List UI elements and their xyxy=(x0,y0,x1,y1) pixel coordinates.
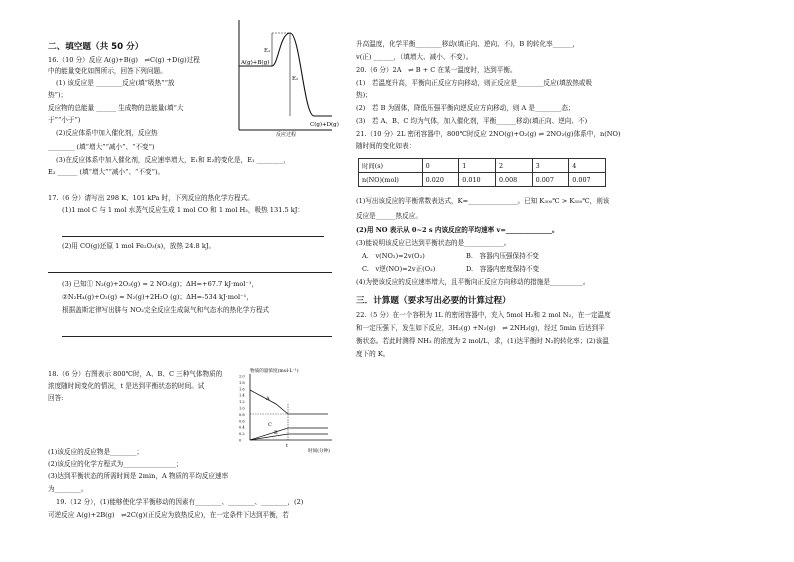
q21-line2: 随时间的变化如表： xyxy=(356,142,416,150)
energy-diagram xyxy=(234,18,339,138)
table-cell: 0.020 xyxy=(422,173,459,187)
y-tick-label: 1.0 xyxy=(239,406,245,411)
table-cell: 0.010 xyxy=(459,173,496,187)
y-tick-label: 1.4 xyxy=(239,393,245,398)
q16-line5: 反应物的总能量 ______ 生成物的总能量(填“大 xyxy=(48,104,184,112)
q16-line1: 16.（10 分）反应 A(g)+B(g) ⇌C(g) +D(g)过程 xyxy=(48,56,200,64)
y-tick-label: 0.4 xyxy=(239,425,245,430)
q20-line5: (3) 若 A、B、C 均为气体，加入催化剂，平衡______移动(填正向、逆向、不) xyxy=(356,117,588,125)
table-cell: 时间(s) xyxy=(359,159,423,173)
label-c: C xyxy=(268,422,272,428)
option-c: C. v逆(NO)=2v正(O₂) xyxy=(362,265,436,273)
q16-line8: ________ (填“增大”“减小”、“不变”) xyxy=(48,143,155,151)
table-cell: 1 xyxy=(459,159,496,173)
energy-x-label: 反应过程 xyxy=(276,132,297,138)
q19-line2: 可逆反应 A(g)+2B(g) ⇌2C(g)(正反应为放热反应)，在一定条件下达到平衡，若 xyxy=(48,511,289,519)
section3-title: 三．计算题（要求写出必要的计算过程） xyxy=(356,296,511,306)
q17-answer-line-2[interactable] xyxy=(48,272,332,273)
conc-y-ticks xyxy=(239,375,245,443)
q20-line2: (1) 若温度升高，平衡向正反应方向移动，则正反应是________反应(填放热或吸 xyxy=(356,79,593,87)
curve-b xyxy=(250,434,328,440)
q18-line7: 为________。 xyxy=(48,485,88,493)
q17-line4: (3) 已知① N₂(g)+2O₂(g) = 2 NO₂(g)；ΔH=+67.7 kJ·mol⁻¹， xyxy=(62,280,259,288)
q20-line3: 热)； xyxy=(356,91,372,99)
e1-label: E₁ xyxy=(264,48,271,54)
q21-line4: 反应是______热反应。 xyxy=(356,212,422,220)
q21-line1: 21.（10 分）2L 密闭容器中，800℃时反应 2NO(g)+O₂(g) ⇌ 2NO₂(g)体系中，n(NO) xyxy=(356,130,621,138)
q17-line1: 17.（6 分）请写出 298 K、101 kPa 时，下列反应的热化学方程式。 xyxy=(48,194,254,202)
q20-line1: 20.（6 分）2A ⇌ B + C 在某一温度时，达到平衡。 xyxy=(356,66,517,74)
q17-line2: (1)1 mol C 与 1 mol 水蒸气反应生成 1 mol CO 和 1 mol H₂，吸热 131.5 kJ： xyxy=(62,206,305,214)
q17-line6: 根据盖斯定律写出肼与 NO₂完全反应生成氮气和气态水的热化学方程式 xyxy=(62,306,270,314)
conc-y-title: 物质的量浓度(mol·L⁻¹) xyxy=(250,369,299,374)
table-cell: 2 xyxy=(495,159,532,173)
y-tick-label: 0 xyxy=(239,438,242,443)
top-line2: v(正) ______，（填增大、减小、不变）。 xyxy=(356,53,473,61)
q18-line1: 18.（6 分）右图表示 800℃时，A、B、C 三种气体物质的 xyxy=(48,370,223,378)
table-cell: 0.007 xyxy=(532,173,569,187)
table-cell: 0 xyxy=(422,159,459,173)
q18-line5: (2)该反应的化学方程式为________________； xyxy=(48,460,183,468)
q18-line6: (3)达到平衡状态的所需时间是 2min，A 物质的平均反应速率 xyxy=(48,472,229,480)
concentration-graph xyxy=(238,364,338,456)
y-tick-label: 2.0 xyxy=(239,374,245,379)
q19-line1: 19.（12 分），(1)能够使化学平衡移动的因素有________、________、________，(2) xyxy=(56,498,304,506)
label-b: B xyxy=(274,430,278,436)
energy-reactant-label: A(g)+B(g) xyxy=(241,60,270,66)
table-cell: 0.008 xyxy=(495,173,532,187)
q21-line7: (4)为使该反应的反应速率增大，且平衡向正反应方向移动的措施是__________。 xyxy=(356,278,590,286)
q21-line3: (1)写出该反应的平衡常数表达式，K=_______________。已知 K₃₀₀℃ > K₃₅₀℃，则该 xyxy=(356,197,610,205)
table-cell: 0.007 xyxy=(569,173,606,187)
q16-line2: 中的能量变化如图所示，回答下列问题。 xyxy=(48,67,167,75)
q22-line3: 衡状态。若此时测得 NH₃ 的浓度为 2 mol/L，求，(1)达平衡时 N₂的转化率；(2)该温 xyxy=(356,337,609,345)
q21-line5: (2)用 NO 表示从 0~2 s 内该反应的平均速率 v=______________。 xyxy=(356,226,559,234)
label-a: A xyxy=(266,396,270,402)
q18-line4: (1)该反应的反应物是________； xyxy=(48,448,144,456)
q16-line3: (1) 该反应是 ________反应(填“吸热”“放 xyxy=(56,79,175,87)
table-cell: 4 xyxy=(569,159,606,173)
no-time-table xyxy=(358,158,606,187)
q18-line3: 回答: xyxy=(48,394,64,402)
top-line1: 升高温度，化学平衡________移动(填正向、逆向、不)，B 的转化率______， xyxy=(356,40,580,48)
option-a: A. v(NO₂)=2v(O₂) xyxy=(362,252,425,260)
y-tick-label: 0.2 xyxy=(239,432,245,437)
q17-answer-line-3[interactable] xyxy=(62,336,332,337)
e2-label: E₂ xyxy=(292,76,299,82)
q18-line2: 浓度随时间变化的情况，t 是达到平衡状态的时间。试 xyxy=(48,382,205,390)
q21-line6: (3)能说明该反应已达到平衡状态的是____________。 xyxy=(356,239,511,247)
q22-line1: 22.（5 分）在一个容积为 1L 的密闭容器中，充入 5mol H₂和 2 mol N₂，在一定温度 xyxy=(356,311,611,319)
q17-line5: ②N₂H₄(g)+O₂(g) = N₂(g)+2H₂O (g)；ΔH=-534 kJ·mol⁻¹， xyxy=(62,293,253,301)
option-d: D. 容器内密度保持不变 xyxy=(466,265,540,273)
q16-line9: (3)在反应体系中加入催化剂，反应速率增大，E₁和 E₂的变化是，E₁ ________， xyxy=(56,156,290,164)
energy-product-label: C(g)+D(g) xyxy=(310,122,339,128)
energy-curve xyxy=(239,33,332,116)
y-tick-label: 0.6 xyxy=(239,419,245,424)
y-tick-label: 1.8 xyxy=(239,380,245,385)
y-tick-label: 1.6 xyxy=(239,387,245,392)
conc-x-title: 时间(分钟) xyxy=(308,449,330,454)
table-cell: n(NO)(mol) xyxy=(359,173,423,187)
table-row xyxy=(359,159,606,173)
q16-line7: (2)反应体系中加入催化剂，反应热 xyxy=(56,129,158,137)
q16-line4: 热”)； xyxy=(48,91,68,99)
q20-line4: (2) 若 B 为固体，降低压强平衡向逆反应方向移动，则 A 是________态； xyxy=(356,104,575,112)
q22-line2: 和一定压强下，发生如下反应，3H₂(g) +N₂(g) ⇌ 2NH₃(g)，经过 5min 后达到平 xyxy=(356,324,605,332)
q17-line3: (2)用 CO(g)还原 1 mol Fe₂O₃(s)，放热 24.8 kJ。 xyxy=(62,242,216,250)
option-b: B. 容器内压强保持不变 xyxy=(466,252,539,260)
section2-title: 二、填空题（共 50 分） xyxy=(48,42,144,52)
table-row xyxy=(359,173,606,187)
q16-line6: 于”“小于”) xyxy=(48,116,81,124)
q17-answer-line-1[interactable] xyxy=(62,236,324,237)
q22-line4: 度下的 K。 xyxy=(356,350,390,358)
y-tick-label: 0.8 xyxy=(239,412,245,417)
curve-a xyxy=(250,390,288,414)
table-cell: 3 xyxy=(532,159,569,173)
y-tick-label: 1.2 xyxy=(239,400,245,405)
t-label: t xyxy=(286,443,289,449)
q16-line10: E₂ ______ (填“增大”“减小”、“不变”)。 xyxy=(48,168,165,176)
